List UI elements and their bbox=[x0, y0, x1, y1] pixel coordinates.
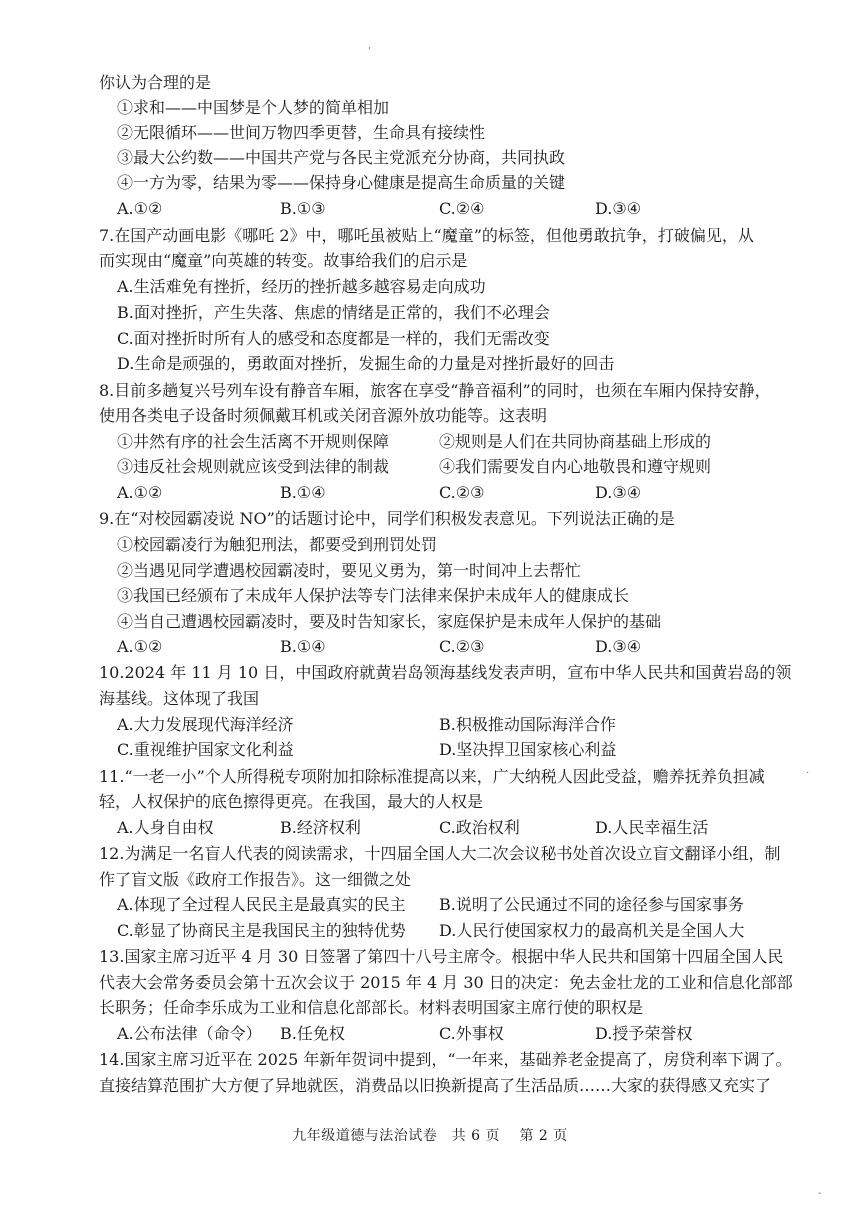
q9-item-2: ②当遇见同学遭遇校园霸凌时，要见义勇为，第一时间冲上去帮忙 bbox=[117, 561, 582, 580]
q8-items-row1 bbox=[117, 431, 777, 453]
q11-option-c: C.政治权利 bbox=[439, 818, 520, 837]
q8-options bbox=[117, 482, 777, 504]
q13-stem-line1: 13.国家主席习近平 4 月 30 日签署了第四十八号主席令。根据中华人民共和国第十四届全国人民 bbox=[99, 947, 784, 966]
q12-option-a: A.体现了全过程人民民主是最真实的民主 bbox=[117, 895, 406, 914]
q10-option-d: D.坚决捍卫国家核心利益 bbox=[439, 740, 617, 759]
q9-stem: 9.在“对校园霸凌说 NO”的话题讨论中，同学们积极发表意见。下列说法正确的是 bbox=[99, 509, 675, 528]
q10-option-c: C.重视维护国家文化利益 bbox=[117, 740, 294, 759]
q12-options-row1 bbox=[117, 894, 777, 916]
q9-option-d: D.③④ bbox=[595, 637, 642, 656]
q12-options-row2 bbox=[117, 920, 777, 942]
q6-item-4: ④一方为零，结果为零——保持身心健康是提高生命质量的关键 bbox=[117, 173, 566, 192]
q9-options bbox=[117, 636, 777, 658]
q12-option-c: C.彰显了协商民主是我国民主的独特优势 bbox=[117, 921, 406, 940]
q6-option-c: C.②④ bbox=[439, 199, 485, 218]
q9-item-1: ①校园霸凌行为触犯刑法，都要受到刑罚处罚 bbox=[117, 535, 438, 554]
q6-option-a: A.①② bbox=[117, 199, 163, 218]
q7-stem-line2: 而实现由“魔童”向英雄的转变。故事给我们的启示是 bbox=[99, 251, 468, 270]
q11-stem-line1: 11.“一老一小”个人所得税专项附加扣除标准提高以来，广大纳税人因此受益，赡养抚养负担减 bbox=[99, 767, 765, 786]
q8-stem-line1: 8.目前多趟复兴号列车设有静音车厢，旅客在享受“静音福利”的同时，也须在车厢内保持安静， bbox=[99, 381, 771, 400]
q13-options bbox=[117, 1023, 777, 1045]
page-footer: 九年级道德与法治试卷 共 6 页 第 2 页 bbox=[292, 1128, 568, 1144]
q10-stem-line2: 海基线。这体现了我国 bbox=[99, 689, 260, 708]
q6-stem-end: 你认为合理的是 bbox=[99, 73, 212, 92]
q6-item-1: ①求和——中国梦是个人梦的简单相加 bbox=[117, 98, 390, 117]
q8-item-2: ②规则是人们在共同协商基础上形成的 bbox=[439, 432, 712, 451]
q10-options-row1 bbox=[117, 714, 777, 736]
scan-speck: , bbox=[368, 40, 372, 51]
q13-option-b: B.任免权 bbox=[280, 1024, 345, 1043]
q7-option-d: D.生命是顽强的，勇敢面对挫折，发掘生命的力量是对挫折最好的回击 bbox=[117, 354, 615, 373]
q7-stem-line1: 7.在国产动画电影《哪吒 2》中，哪吒虽被贴上“魔童”的标签，但他勇敢抗争，打破偏见，从 bbox=[99, 226, 754, 245]
scan-speck: - bbox=[818, 1188, 822, 1199]
q10-option-b: B.积极推动国际海洋合作 bbox=[439, 715, 616, 734]
q8-items-row2 bbox=[117, 456, 777, 478]
q10-options-row2 bbox=[117, 739, 777, 761]
q11-option-a: A.人身自由权 bbox=[117, 818, 214, 837]
q11-options bbox=[117, 817, 777, 839]
q6-item-2: ②无限循环——世间万物四季更替，生命具有接续性 bbox=[117, 123, 486, 142]
scan-speck: · bbox=[806, 768, 810, 779]
q10-option-a: A.大力发展现代海洋经济 bbox=[117, 715, 294, 734]
q8-option-a: A.①② bbox=[117, 483, 163, 502]
q9-option-a: A.①② bbox=[117, 637, 163, 656]
q13-option-d: D.授予荣誉权 bbox=[595, 1024, 693, 1043]
q8-item-4: ④我们需要发自内心地敬畏和遵守规则 bbox=[439, 457, 712, 476]
q12-option-d: D.人民行使国家权力的最高机关是全国人大 bbox=[439, 921, 745, 940]
q8-item-1: ①井然有序的社会生活离不开规则保障 bbox=[117, 432, 390, 451]
q9-item-3: ③我国已经颁布了未成年人保护法等专门法律来保护未成年人的健康成长 bbox=[117, 586, 630, 605]
q13-option-a: A.公布法律（命令） bbox=[117, 1024, 262, 1043]
q8-item-3: ③违反社会规则就应该受到法律的制裁 bbox=[117, 457, 390, 476]
q9-item-4: ④当自己遭遇校园霸凌时，要及时告知家长，家庭保护是未成年人保护的基础 bbox=[117, 612, 662, 631]
q14-stem-line1: 14.国家主席习近平在 2025 年新年贺词中提到，“一年来，基础养老金提高了，房贷利率下调了。 bbox=[99, 1050, 792, 1069]
q6-option-b: B.①③ bbox=[280, 199, 326, 218]
q9-option-b: B.①④ bbox=[280, 637, 326, 656]
q11-option-d: D.人民幸福生活 bbox=[595, 818, 709, 837]
q13-stem-line3: 长职务；任命李乐成为工业和信息化部部长。材料表明国家主席行使的职权是 bbox=[99, 998, 644, 1017]
q6-options bbox=[117, 198, 777, 220]
q8-option-b: B.①④ bbox=[280, 483, 326, 502]
q12-stem-line1: 12.为满足一名盲人代表的阅读需求，十四届全国人大二次会议秘书处首次设立盲文翻译小组，制 bbox=[99, 844, 781, 863]
q7-option-a: A.生活难免有挫折，经历的挫折越多越容易走向成功 bbox=[117, 277, 486, 296]
q13-stem-line2: 代表大会常务委员会第十五次会议于 2015 年 4 月 30 日的决定：免去金壮龙的工业和信息化部部 bbox=[99, 973, 793, 992]
q12-stem-line2: 作了盲文版《政府工作报告》。这一细微之处 bbox=[99, 870, 412, 889]
q7-option-b: B.面对挫折，产生失落、焦虑的情绪是正常的，我们不必理会 bbox=[117, 303, 550, 322]
q7-option-c: C.面对挫折时所有人的感受和态度都是一样的，我们无需改变 bbox=[117, 329, 550, 348]
q11-option-b: B.经济权利 bbox=[280, 818, 361, 837]
q8-stem-line2: 使用各类电子设备时须佩戴耳机或关闭音源外放功能等。这表明 bbox=[99, 406, 548, 425]
q9-option-c: C.②③ bbox=[439, 637, 485, 656]
q10-stem-line1: 10.2024 年 11 月 10 日，中国政府就黄岩岛领海基线发表声明，宣布中华人民共和国黄岩岛的领 bbox=[99, 663, 792, 682]
q14-stem-line2: 直接结算范围扩大方便了异地就医，消费品以旧换新提高了生活品质……大家的获得感又充实了 bbox=[99, 1076, 772, 1095]
q11-stem-line2: 轻，人权保护的底色擦得更亮。在我国，最大的人权是 bbox=[99, 792, 484, 811]
q12-option-b: B.说明了公民通过不同的途径参与国家事务 bbox=[439, 895, 744, 914]
q6-item-3: ③最大公约数——中国共产党与各民主党派充分协商，共同执政 bbox=[117, 148, 566, 167]
q8-option-c: C.②③ bbox=[439, 483, 485, 502]
q6-option-d: D.③④ bbox=[595, 199, 642, 218]
q13-option-c: C.外事权 bbox=[439, 1024, 504, 1043]
q8-option-d: D.③④ bbox=[595, 483, 642, 502]
